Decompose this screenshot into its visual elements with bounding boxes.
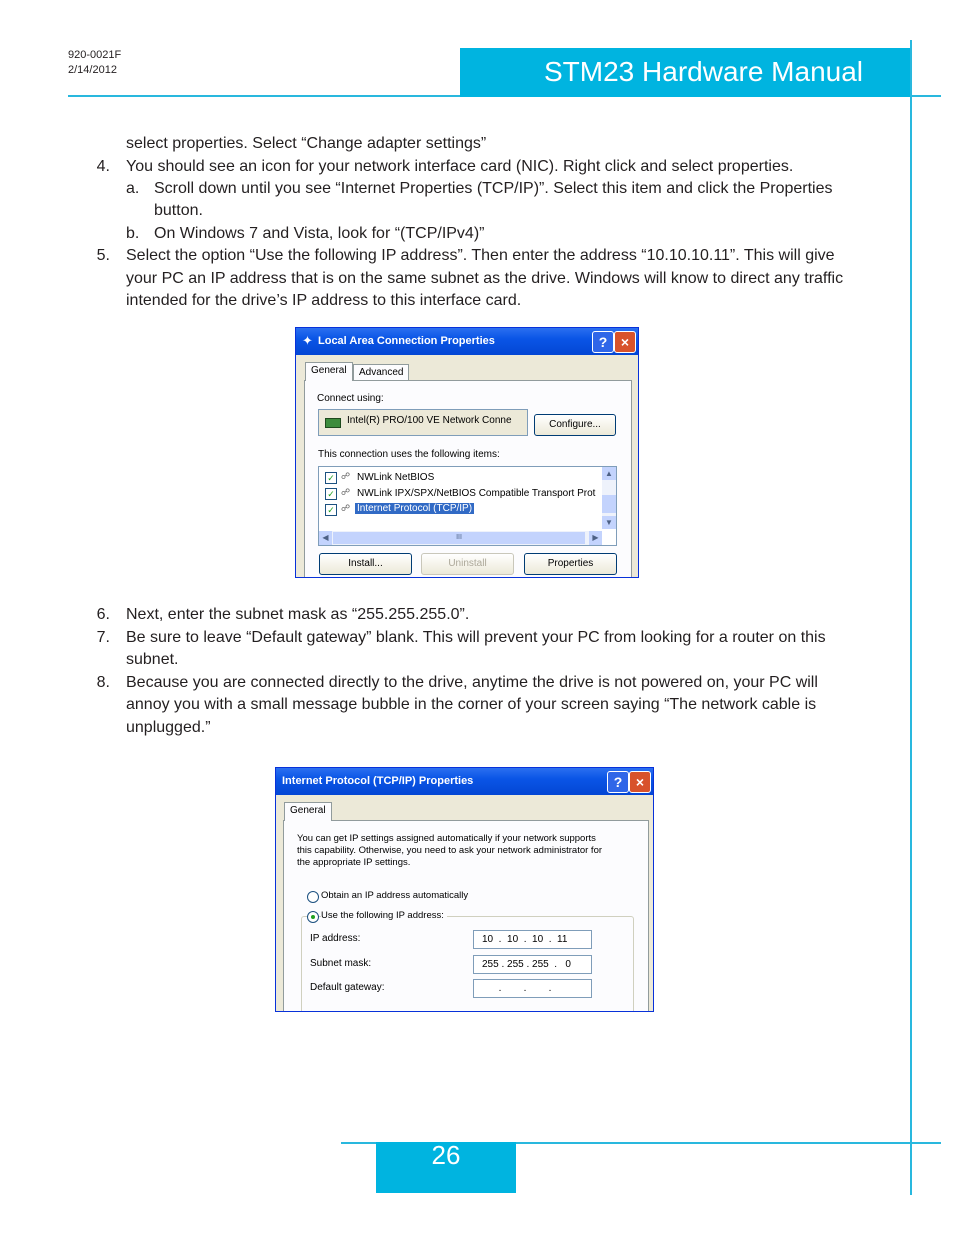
intro-line-3: the appropriate IP settings. xyxy=(297,857,411,868)
tab-general[interactable]: General xyxy=(305,362,353,381)
protocol-icon: ☍ xyxy=(341,503,351,513)
ip-address-label: IP address: xyxy=(310,933,361,944)
intro-line-1: You can get IP settings assigned automatically if your network supports xyxy=(297,833,596,844)
obtain-auto-label: Obtain an IP address automatically xyxy=(321,890,469,901)
tab-general[interactable]: General xyxy=(284,802,332,821)
list-item-selected[interactable] xyxy=(319,502,599,518)
protocol-icon: ☍ xyxy=(341,487,351,497)
help-button[interactable]: ? xyxy=(592,331,614,353)
step-6-text: Next, enter the subnet mask as “255.255.255.0”. xyxy=(126,606,470,623)
checkbox[interactable]: ✓ xyxy=(325,504,337,516)
scroll-right-arrow-icon[interactable]: ▶ xyxy=(589,531,602,545)
step-7-line-2: subnet. xyxy=(126,651,179,668)
right-margin-rule xyxy=(910,40,912,1195)
step-4-text: You should see an icon for your network interface card (NIC). Right click and select properties. xyxy=(126,158,794,175)
subnet-mask-field[interactable]: 255 . 255 . 255 . 0 xyxy=(473,955,592,974)
general-panel xyxy=(283,820,649,1012)
step-4a-line-2: button. xyxy=(154,202,203,219)
use-following-radio[interactable] xyxy=(307,911,319,923)
step-4b-text: On Windows 7 and Vista, look for “(TCP/IPv4)” xyxy=(154,225,485,242)
uninstall-button[interactable]: Uninstall xyxy=(421,553,514,575)
dialog-title: Local Area Connection Properties xyxy=(318,335,495,347)
step-number: 7. xyxy=(96,629,110,646)
items-label: This connection uses the following items: xyxy=(318,449,500,460)
scroll-left-arrow-icon[interactable]: ◀ xyxy=(319,531,332,545)
sub-step-letter: a. xyxy=(126,180,140,197)
step-5-line-1: Select the option “Use the following IP address”. Then enter the address “10.10.10.11”. This will give xyxy=(126,247,835,264)
step-number: 4. xyxy=(96,158,110,175)
scroll-thumb[interactable] xyxy=(602,495,616,513)
item-label: NWLink NetBIOS xyxy=(357,472,435,483)
subnet-mask-label: Subnet mask: xyxy=(310,958,372,969)
doc-number-text: 920-0021F xyxy=(68,49,122,61)
connect-using-label: Connect using: xyxy=(317,393,384,404)
tab-advanced[interactable]: Advanced xyxy=(353,364,409,381)
step-number: 6. xyxy=(96,606,110,623)
list-item[interactable] xyxy=(319,470,599,486)
close-button[interactable]: × xyxy=(629,771,651,793)
intro-line-2: this capability. Otherwise, you need to ask your network administrator for xyxy=(297,845,603,856)
help-button[interactable]: ? xyxy=(607,771,629,793)
default-gateway-field[interactable]: . . . xyxy=(473,979,592,998)
lan-properties-dialog xyxy=(295,327,639,578)
install-button[interactable]: Install... xyxy=(319,553,412,575)
step-5-line-2: your PC an IP address that is on the same subnet as the drive. Windows will know to direct any traffic xyxy=(126,270,844,287)
dialog-title: Internet Protocol (TCP/IP) Properties xyxy=(282,775,474,787)
list-item[interactable] xyxy=(319,486,599,502)
step-4a-line-1: Scroll down until you see “Internet Properties (TCP/IP)”. Select this item and click the Properties xyxy=(154,180,833,197)
scroll-thumb[interactable]: III xyxy=(333,532,585,544)
step-8-line-1: Because you are connected directly to the drive, anytime the drive is not powered on, your PC will xyxy=(126,674,818,691)
tcpip-properties-dialog xyxy=(275,767,654,1012)
network-card-icon xyxy=(325,418,341,428)
network-icon: ✦ xyxy=(302,333,313,348)
doc-date-text: 2/14/2012 xyxy=(68,64,117,76)
vertical-scrollbar[interactable] xyxy=(602,467,616,529)
step-8-line-3: unplugged.” xyxy=(126,719,211,736)
scroll-up-arrow-icon[interactable]: ▲ xyxy=(602,467,616,480)
continuation-text: select properties. Select “Change adapter settings” xyxy=(126,135,487,152)
item-label: NWLink IPX/SPX/NetBIOS Compatible Transport Prot xyxy=(357,488,596,499)
configure-button[interactable]: Configure... xyxy=(534,414,616,436)
scroll-down-arrow-icon[interactable]: ▼ xyxy=(602,516,616,529)
page-number: 26 xyxy=(431,1140,461,1170)
horizontal-scrollbar[interactable] xyxy=(319,531,602,545)
close-button[interactable]: × xyxy=(614,331,636,353)
checkbox[interactable]: ✓ xyxy=(325,472,337,484)
step-8-line-2: annoy you with a small message bubble in the corner of your screen saying “The network cable is xyxy=(126,696,817,713)
properties-button[interactable]: Properties xyxy=(524,553,617,575)
sub-step-letter: b. xyxy=(126,225,140,242)
general-panel xyxy=(304,380,632,578)
step-7-line-1: Be sure to leave “Default gateway” blank. This will prevent your PC from looking for a router on this xyxy=(126,629,826,646)
adapter-box xyxy=(318,409,528,436)
use-following-label: Use the following IP address: xyxy=(321,910,447,921)
step-5-line-3: intended for the drive’s IP address to this interface card. xyxy=(126,292,522,309)
checkbox[interactable]: ✓ xyxy=(325,488,337,500)
title-bar xyxy=(296,328,638,355)
components-list[interactable] xyxy=(318,466,617,546)
item-label: Internet Protocol (TCP/IP) xyxy=(357,503,473,514)
obtain-auto-radio[interactable] xyxy=(307,891,319,903)
step-number: 5. xyxy=(96,247,110,264)
protocol-icon: ☍ xyxy=(341,471,351,481)
page-title: STM23 Hardware Manual xyxy=(544,56,864,87)
ip-address-field[interactable]: 10 . 10 . 10 . 11 xyxy=(473,930,592,949)
step-number: 8. xyxy=(96,674,110,691)
adapter-name: Intel(R) PRO/100 VE Network Conne xyxy=(347,415,512,426)
default-gateway-label: Default gateway: xyxy=(310,982,385,993)
document-number xyxy=(68,48,121,78)
title-bar xyxy=(276,768,653,795)
